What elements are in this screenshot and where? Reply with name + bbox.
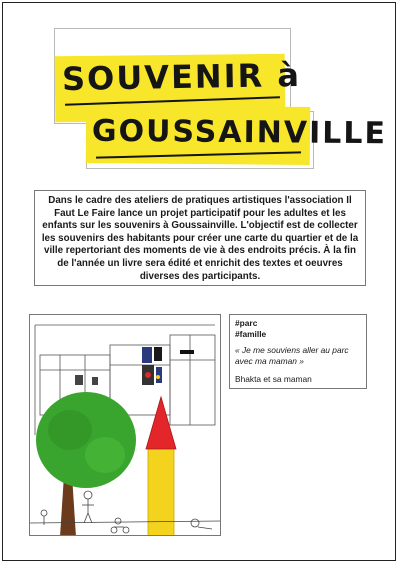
- description-box: [34, 190, 366, 286]
- building-details: [75, 347, 194, 385]
- title-line-goussainville: GOUSSAINVILLE: [91, 113, 388, 152]
- drawing-illustration: [30, 315, 221, 536]
- title-line-souvenir: SOUVENIR à: [61, 55, 302, 99]
- people-sketches: [30, 491, 221, 533]
- description-text: Dans le cadre des ateliers de pratiques artistiques l'association Il Faut Le Faire lance un projet participatif pour les adultes et les enfants sur les souvenirs à Goussainville. L'objectif est de collecter les souvenirs des habitants pour créer une carte du quartier et de la ville repertoriant des moments de vie à des endroits précis. À la fin de l'année un livre sera édité et enrichit des textes et oeuvres diverses des participants.: [41, 195, 359, 282]
- caption-tag-parc: #parc: [235, 318, 258, 328]
- caption-tag-famille: #famille: [235, 328, 267, 339]
- child-drawing: [29, 314, 221, 536]
- caption-box: [229, 314, 367, 389]
- caption-author: Bhakta et sa maman: [235, 374, 312, 384]
- tree: [36, 392, 136, 536]
- caption-quote: « Je me souviens aller au parc avec ma maman »: [235, 345, 349, 366]
- tower: [146, 397, 176, 536]
